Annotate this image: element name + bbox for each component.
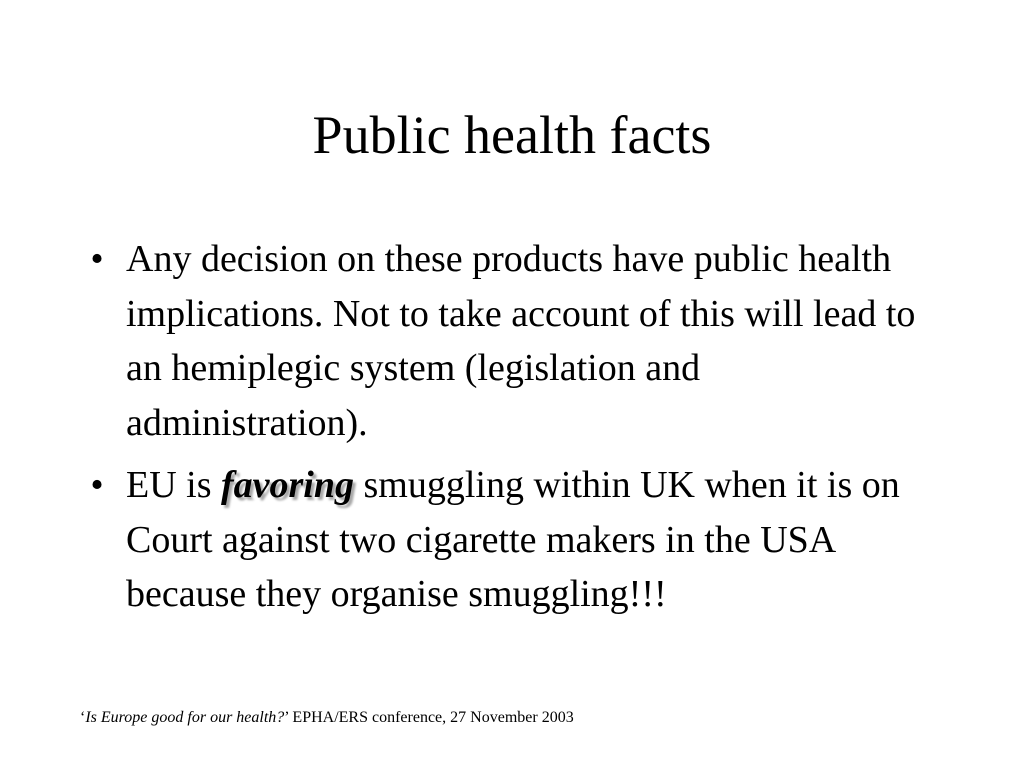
bullet-marker: • bbox=[90, 464, 104, 506]
emphasized-word: favoring bbox=[221, 464, 354, 506]
footer-text: EPHA/ERS conference, 27 November 2003 bbox=[288, 709, 574, 726]
bullet-marker: • bbox=[90, 238, 104, 280]
bullet-text-after: smuggling within UK when it is on Court against two cigarette makers in the USA because they organise smuggling!!! bbox=[126, 464, 900, 615]
footer-open-quote: ‘ bbox=[80, 709, 86, 726]
bullet-text: Any decision on these products have public health implications. Not to take account of this will lead to an hemiplegic system (legislation and administration). bbox=[126, 238, 916, 444]
bullet-text-before: EU is bbox=[126, 464, 221, 506]
slide-title: Public health facts bbox=[312, 105, 712, 165]
bullet-list bbox=[82, 232, 942, 630]
slide-footer bbox=[80, 708, 574, 728]
bullet-item bbox=[82, 458, 942, 622]
bullet-item bbox=[82, 232, 942, 450]
footer-title: Is Europe good for our health? bbox=[85, 709, 285, 726]
footer-close-quote: ’ bbox=[284, 709, 289, 726]
